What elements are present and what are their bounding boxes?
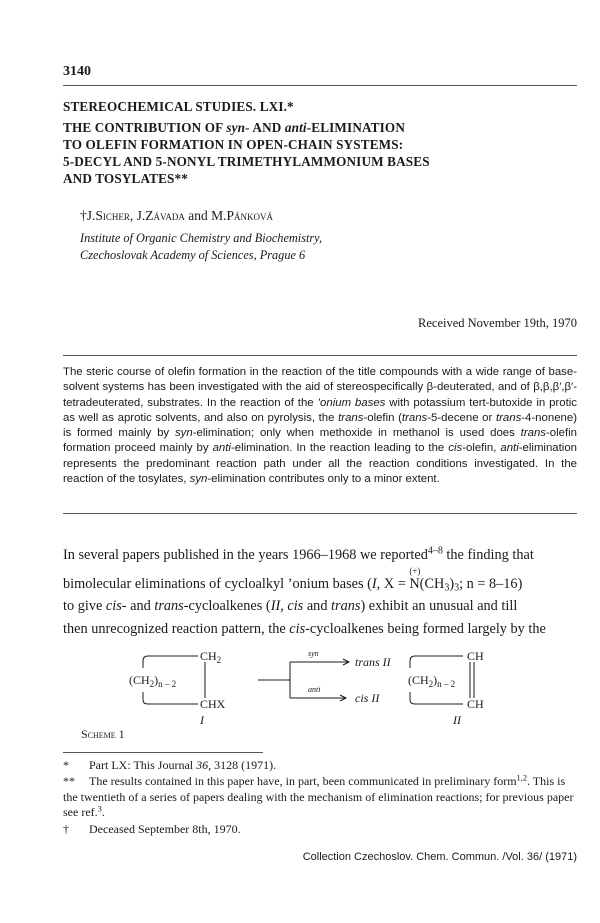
title-line-1: STEREOCHEMICAL STUDIES. LXI.* bbox=[63, 99, 294, 114]
scheme-caption: Scheme 1 bbox=[81, 727, 125, 741]
received-date: Received November 19th, 1970 bbox=[418, 316, 577, 330]
abstract-top-rule bbox=[63, 355, 577, 356]
header-rule bbox=[63, 85, 577, 86]
cis-product-label: cis II bbox=[355, 691, 380, 705]
right-ch-top-label: CH bbox=[467, 649, 484, 663]
abstract: The steric course of olefin formation in the reaction of the title compounds with a wide range of base-solvent systems has been investigated with the aid of stereospecifically β-deuterated, and of β,β,β′,β′-tetradeuterated, substrates. In the reaction of the ’onium bases with potassium tert-butoxide in protic as well as aprotic solvents, and also on pyrolysis, the trans-olefin (trans-5-decene or trans-4-nonene) is formed mainly by syn-elimination; only when methoxide in methanol is used does trans-olefin formation proceed mainly by anti-elimination. In the reaction leading to the cis-olefin, anti-elimination represents the predominant reaction path under all the reaction conditions investigated. In the reaction of the tosylates, syn-elimination contributes only to a minor extent. bbox=[63, 366, 578, 486]
body-line-3: to give cis- and trans-cycloalkenes (II, cis and trans) exhibit an unusual and till bbox=[63, 598, 518, 614]
article-title bbox=[63, 98, 577, 187]
body-line-4: then unrecognized reaction pattern, the cis-cycloalkenes being formed largely by the bbox=[63, 620, 546, 637]
footnote-3: † Deceased September 8th, 1970. bbox=[63, 822, 241, 836]
author-list: †J.Sicher, J.Závada and M.Pánková bbox=[80, 208, 274, 223]
affiliation: Institute of Organic Chemistry and Biochemistry, Czechoslovak Academy of Sciences, Prague 6 bbox=[80, 231, 323, 262]
title-line-4: 5-DECYL AND 5-NONYL TRIMETHYLAMMONIUM BASES bbox=[63, 154, 430, 169]
left-chx-label: CHX bbox=[200, 697, 226, 711]
compound-II-label: II bbox=[453, 713, 461, 727]
ring-bond-left-bottom bbox=[143, 692, 198, 704]
anti-label: anti bbox=[308, 685, 321, 694]
title-line-5: AND TOSYLATES** bbox=[63, 171, 189, 186]
ring-bond-right-top bbox=[410, 656, 463, 668]
title-line-2: THE CONTRIBUTION OF syn- AND anti-ELIMINATION bbox=[63, 120, 405, 135]
ring-bond-left-top bbox=[143, 656, 198, 668]
page-number: 3140 bbox=[63, 64, 91, 79]
right-ch-bottom-label: CH bbox=[467, 697, 484, 711]
title-line-3: TO OLEFIN FORMATION IN OPEN-CHAIN SYSTEMS: bbox=[63, 137, 404, 152]
compound-I-label: I bbox=[200, 713, 204, 727]
journal-citation: Collection Czechoslov. Chem. Commun. /Vol. 36/ (1971) bbox=[302, 851, 577, 863]
abstract-bottom-rule bbox=[63, 513, 577, 514]
left-ring-label: $(CH_2)_{n - 2}$ bbox=[129, 673, 177, 689]
trans-product-label: trans II bbox=[355, 655, 391, 669]
footnote-1: * Part LX: This Journal 36, 3128 (1971). bbox=[63, 758, 277, 772]
body-text bbox=[63, 544, 577, 640]
ring-bond-right-bottom bbox=[410, 692, 463, 704]
footnote-rule bbox=[63, 752, 263, 753]
footnote-2: ** The results contained in this paper have, in part, been communicated in preliminary form$^{1,2}$. This is the twentieth of a series of papers dealing with the mechanism of elimination reactions; for previous paper see ref.$^3$. bbox=[63, 773, 574, 819]
syn-label: syn bbox=[308, 649, 319, 658]
body-line-1: In several papers published in the years 1966–1968 we reported$^{4-8}$ the finding that bbox=[63, 545, 534, 563]
right-ring-label: $(CH_2)_{n - 2}$ bbox=[408, 673, 456, 689]
left-ch2-label: $CH_2$ bbox=[200, 649, 222, 665]
reaction-scheme bbox=[63, 640, 577, 730]
body-line-2: bimolecular eliminations of cycloalkyl ’onium bases (I, X = (+) $N(CH_3)_3$; n = 8–16) bbox=[63, 565, 523, 593]
